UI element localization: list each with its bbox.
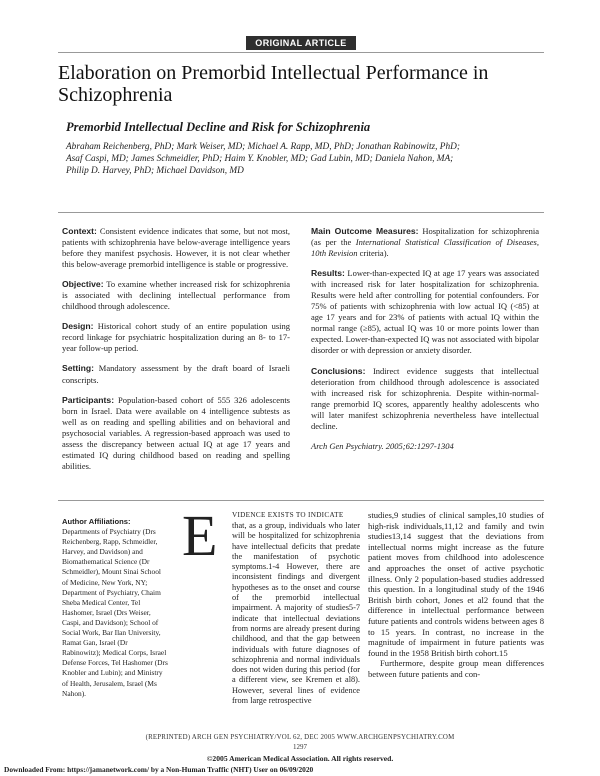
abstract-setting bbox=[62, 363, 290, 385]
abstract-left-column bbox=[62, 226, 290, 481]
section-label: Setting: bbox=[62, 363, 94, 374]
abstract-conclusions bbox=[311, 366, 539, 432]
drop-cap: E bbox=[182, 503, 218, 568]
article-title: Elaboration on Premorbid Intellectual Performance in Schizophrenia bbox=[58, 62, 489, 106]
journal-footer: (REPRINTED) ARCH GEN PSYCHIATRY/VOL 62, DEC 2005 WWW.ARCHGENPSYCHIATRY.COM bbox=[145, 734, 455, 741]
section-text: criteria). bbox=[357, 248, 389, 259]
header-rule bbox=[58, 52, 544, 53]
body-column-1-top bbox=[232, 521, 360, 706]
abstract-bottom-rule bbox=[58, 500, 544, 501]
body-column-1-lead bbox=[232, 510, 360, 521]
abstract-design bbox=[62, 321, 290, 354]
section-label: Context: bbox=[62, 226, 97, 236]
abstract-results bbox=[311, 268, 539, 356]
author-line: Asaf Caspi, MD; James Schmeidler, PhD; Haim Y. Knobler, MD; Gad Lubin, MD; Daniela Nahon, MA; bbox=[66, 154, 454, 164]
author-affiliations bbox=[62, 517, 168, 699]
section-text: Historical cohort study of an entire population using record linkage for psychiatric hospitalization during an 8- to 17-year follow-up period. bbox=[62, 321, 290, 354]
abstract-outcome bbox=[311, 226, 539, 259]
section-text: Lower-than-expected IQ at age 17 years was associated with increased risk for later hospitalization for schizophrenia. Results were held after controlling for potential confounders. For 75% of patients with schizophrenia with low actual IQ (<85) at age 17 years and for 23% of patients with actual IQ within the normal range (≥85), actual IQ was 10 or more points lower than expected. Lower-than-expected IQ was not associated with bipolar disorder or with depression or anxiety disorder. bbox=[311, 268, 539, 356]
author-line: Philip D. Harvey, PhD; Michael Davidson, MD bbox=[66, 166, 244, 176]
section-label: Participants: bbox=[62, 394, 115, 405]
abstract-context bbox=[62, 226, 290, 270]
body-lead: VIDENCE EXISTS TO INDICATE bbox=[232, 511, 344, 519]
section-text: Consistent evidence indicates that some, but not most, patients with schizophrenia have below-average intelligence years before they manifest psychosis. However, it is not clear whether this below-average premorbid intelligence is stable or progressive. bbox=[62, 226, 291, 270]
section-text: Mandatory assessment by the draft board of Israeli conscripts. bbox=[62, 363, 291, 385]
section-label: Main Outcome Measures: bbox=[311, 226, 419, 236]
abstract-top-rule bbox=[58, 212, 544, 213]
section-label: Conclusions: bbox=[311, 365, 366, 376]
author-list bbox=[66, 141, 536, 177]
page-number: 1297 bbox=[293, 743, 307, 751]
body-text: that, as a group, individuals who later will be hospitalized for schizophrenia have intellectual deficits that predate the manifestation of psychotic symptoms.1-4 However, there are inconsistent findings and divergent hypotheses as to the onset and course of the premorbid intellectual impairment. A majority of studies5-7 indicate that intellectual deviations from norms are already present during childhood, and that the gap between individuals with future diagnoses of schizophrenia and normal individuals does not widen during this period (for a different view, see Kremen et al8). However, several lines of evidence from large retrospective bbox=[232, 521, 360, 706]
abstract-citation: Arch Gen Psychiatry. 2005;62:1297-1304 bbox=[311, 440, 454, 451]
section-text: Population-based cohort of 555 326 adolescents born in Israel. Data were available on 4 intelligence subtests as well as on reading and spelling abilities and on behavioral and psychosocial variables. A regression-based approach was used to assess the discrepancy between actual IQ at age 17 years and estimated IQ during childhood based on reading and spelling abilities. bbox=[62, 394, 290, 471]
section-label: Results: bbox=[311, 268, 345, 279]
body-column-2 bbox=[368, 510, 544, 680]
icd-reference: International Statistical Classification of Diseases, 10th Revision bbox=[311, 237, 539, 259]
article-type-badge: ORIGINAL ARTICLE bbox=[246, 36, 356, 50]
section-label: Objective: bbox=[62, 279, 104, 290]
article-subtitle: Premorbid Intellectual Decline and Risk for Schizophrenia bbox=[66, 120, 371, 134]
abstract-right-column bbox=[311, 226, 539, 461]
section-text: Hospitalization for schizophrenia (as per the bbox=[311, 226, 540, 248]
body-text: studies,9 studies of clinical samples,10 studies of high-risk individuals,11,12 and family and twin studies13,14 suggest that the deviations from intellectual norms might increase as the future patient moves from childhood into adolescence and approaches the onset of active psychotic illness. Only 2 population-based studies addressed this question. In a longitudinal study of the 1946 British birth cohort, Jones et al2 found that the difference in intellectual performance between future patients and controls widens between ages 8 to 15 years. In contrast, no increase in the magnitude of impairment in future patients was found in the 1958 British birth cohort.15 bbox=[368, 510, 544, 658]
abstract-participants bbox=[62, 395, 290, 472]
copyright-notice: ©2005 American Medical Association. All rights reserved. bbox=[206, 754, 394, 763]
author-line: Abraham Reichenberg, PhD; Mark Weiser, MD; Michael A. Rapp, MD, PhD; Jonathan Rabinowitz, PhD; bbox=[66, 142, 460, 152]
body-text: Furthermore, despite group mean differences between future patients and con- bbox=[368, 658, 544, 679]
abstract-objective bbox=[62, 279, 290, 312]
section-text: Indirect evidence suggests that intellectual deterioration from childhood through adolescence is associated with increased risk for schizophrenia. Despite within-normal-range premorbid IQ scores, apparently healthy adolescents who will later manifest schizophrenia nevertheless have intellectual decline. bbox=[311, 365, 540, 431]
section-label: Design: bbox=[62, 321, 94, 332]
affiliations-label: Author Affiliations: bbox=[62, 517, 131, 526]
download-stamp: Downloaded From: https://jamanetwork.com/ by a Non-Human Traffic (NHT) User on 06/09/2020 bbox=[4, 765, 314, 774]
section-text: To examine whether increased risk for schizophrenia is associated with declining intellectual performance from childhood through adolescence. bbox=[62, 279, 290, 312]
affiliations-text: Departments of Psychiatry (Drs Reichenberg, Rapp, Schmeidler, Harvey, and Davidson) and Biomathematical Science (Dr Schmeidler), Mount Sinai School of Medicine, New York, NY; Department of Psychiatry, Chaim Sheba Medical Center, Tel Hashomer, Israel (Drs Weiser, Caspi, and Davidson); School of Social Work, Bar Ilan University, Ramat Gan, Israel (Dr Rabinowitz); Medical Corps, Israel Defense Forces, Tel Hashomer (Drs Knobler and Lubin); and Ministry of Health, Jerusalem, Israel (Ms Nahon). bbox=[62, 527, 168, 698]
